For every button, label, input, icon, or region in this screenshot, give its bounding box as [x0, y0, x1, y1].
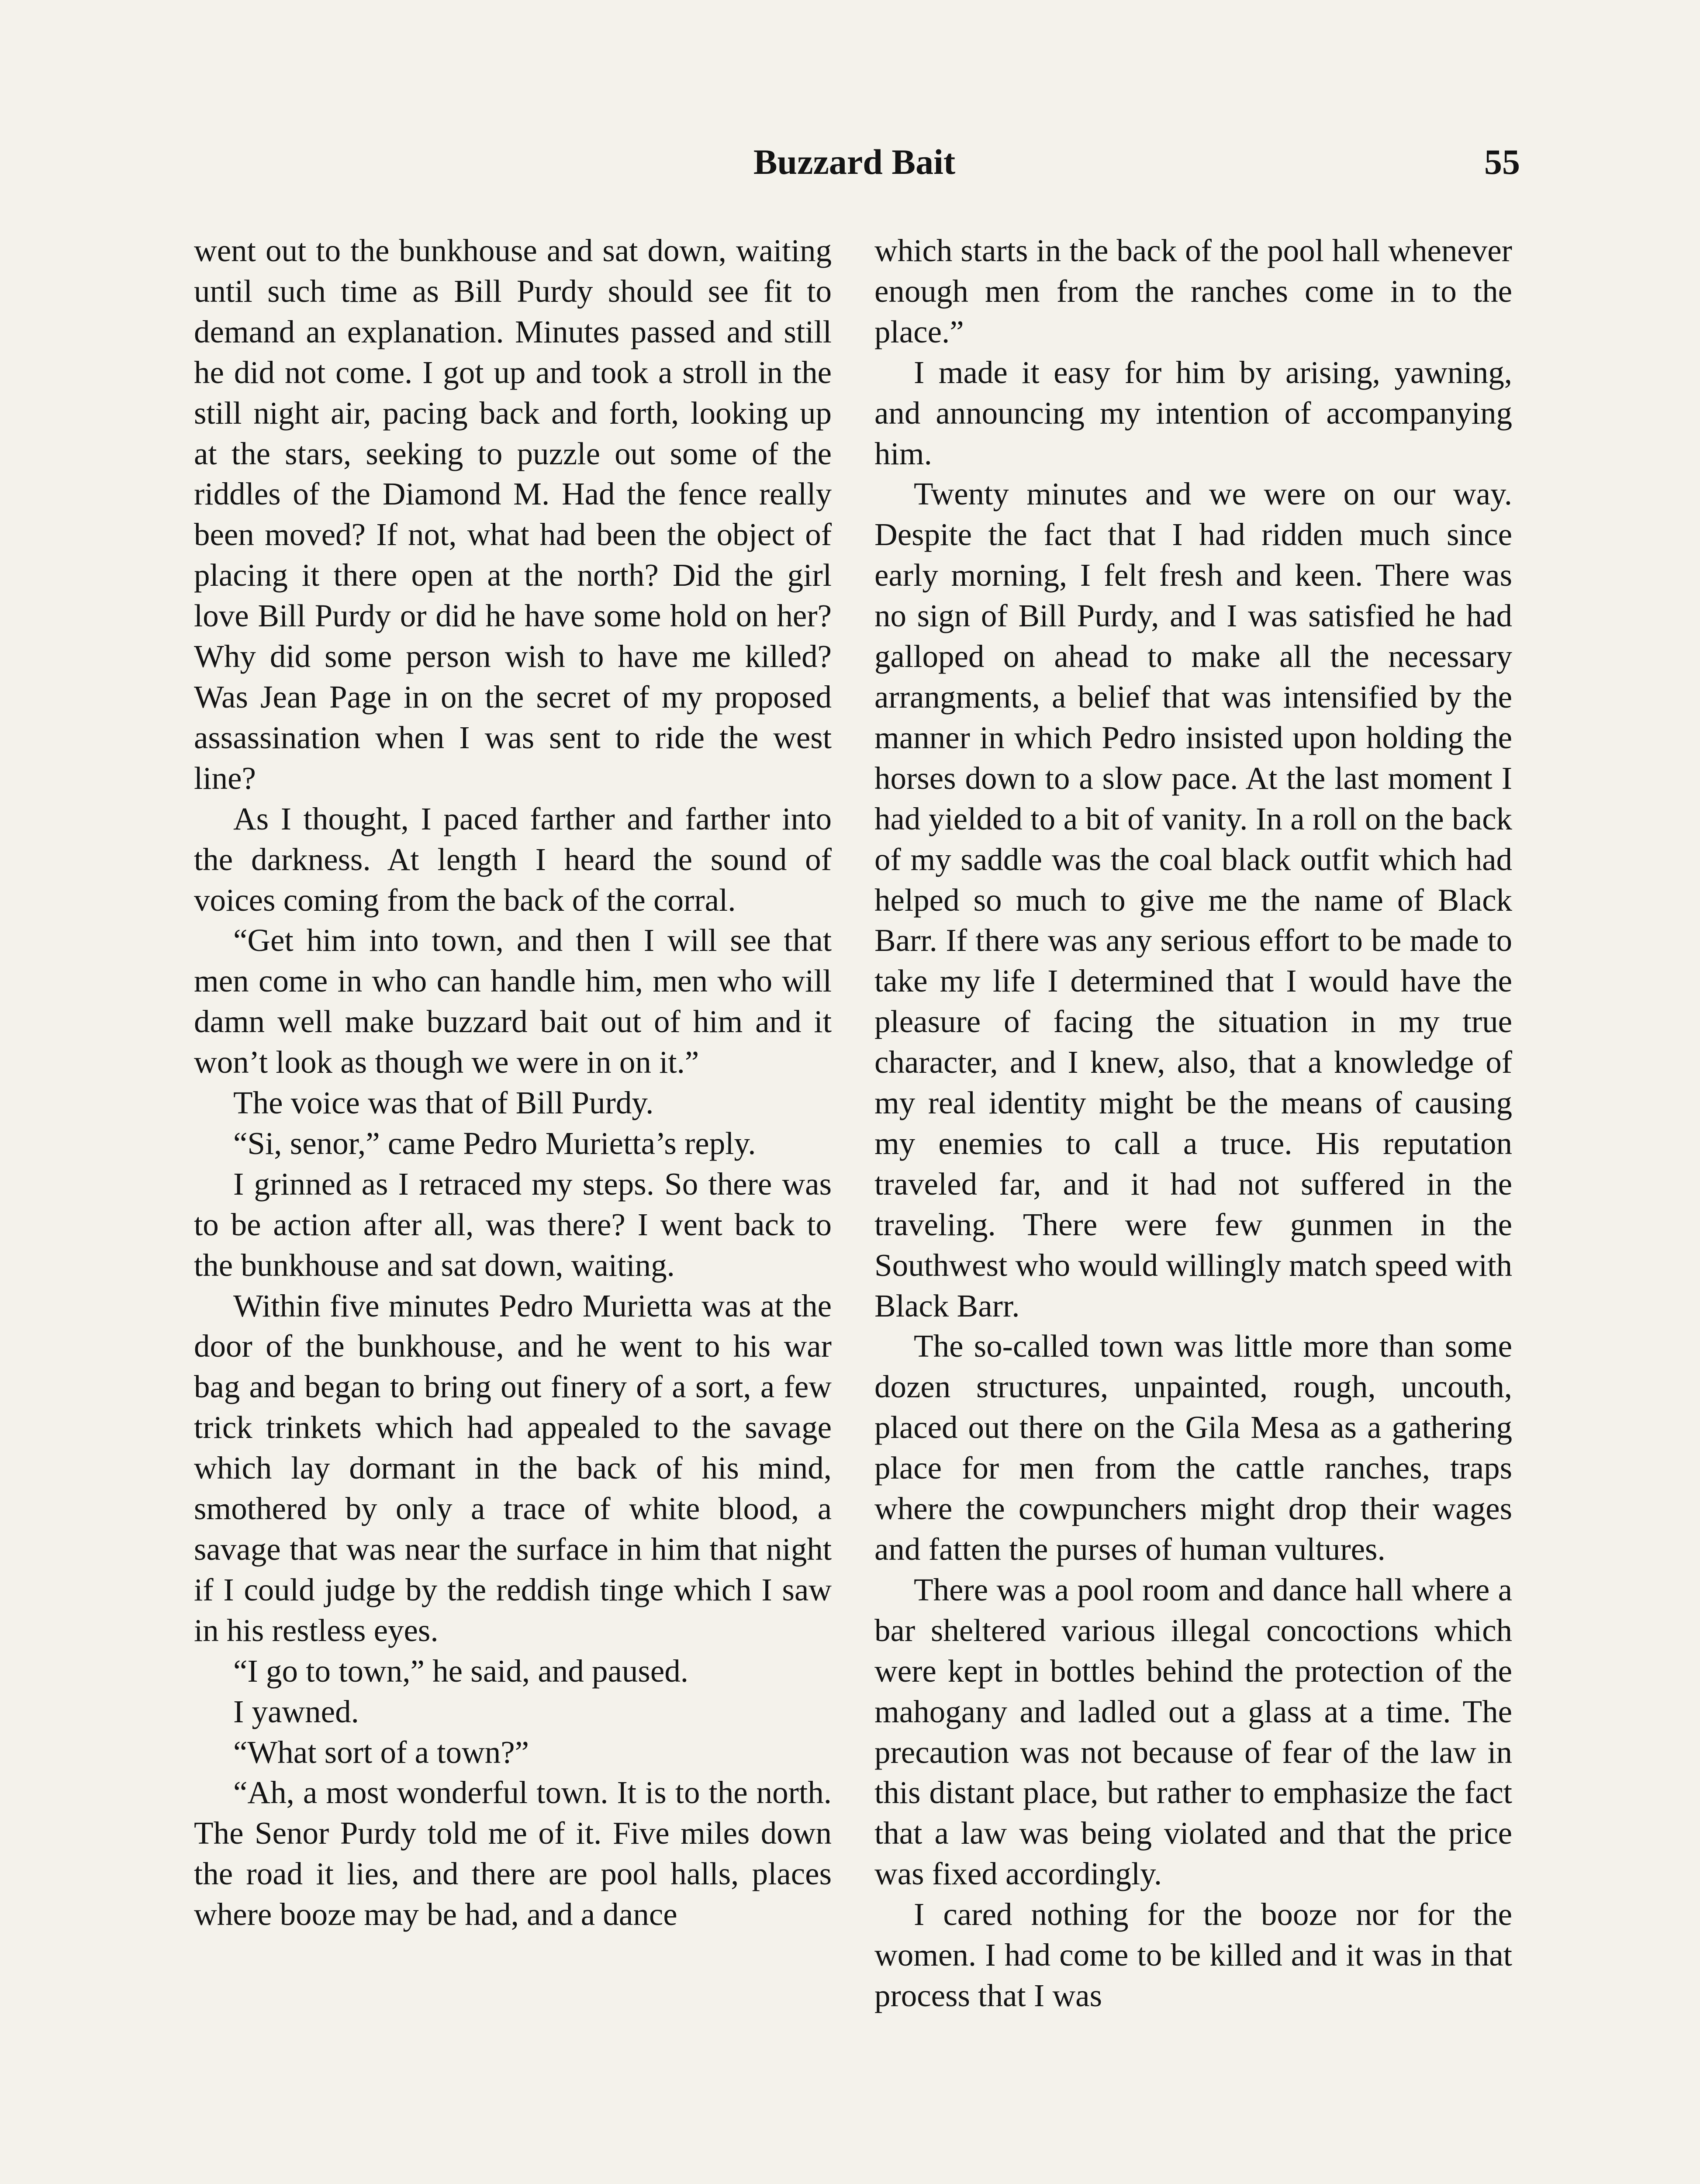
- paragraph: “What sort of a town?”: [233, 1734, 529, 1770]
- paragraph: I grinned as I retraced my steps. So there was to be action after all, was there? I went back to the bunkhouse and sat down, waiting.: [194, 1166, 832, 1283]
- left-text-column: [194, 231, 832, 1935]
- paragraph: “Si, senor,” came Pedro Murietta’s reply.: [233, 1125, 756, 1161]
- paragraph: There was a pool room and dance hall where a bar sheltered various illegal concoctions which were kept in bottles behind the protection of the mahogany and ladled out a glass at a time. The precaution was not because of fear of the law in this distant place, but rather to emphasize the fact that a law was being violated and that the price was fixed accordingly.: [874, 1572, 1512, 1892]
- paragraph: I made it easy for him by arising, yawning, and announcing my intention of accompanying him.: [874, 354, 1512, 471]
- paragraph: Twenty minutes and we were on our way. Despite the fact that I had ridden much since early morning, I felt fresh and keen. There was no sign of Bill Purdy, and I was satisfied he had galloped on ahead to make all the necessary arrangments, a belief that was intensified by the manner in which Pedro insisted upon holding the horses down to a slow pace. At the last moment I had yielded to a bit of vanity. In a roll on the back of my saddle was the coal black outfit which had helped so much to give me the name of Black Barr. If there was any serious effort to be made to take my life I determined that I would have the pleasure of facing the situation in my true character, and I knew, also, that a knowledge of my real identity might be the means of causing my enemies to call a truce. His reputation traveled far, and it had not suffered in the traveling. There were few gunmen in the Southwest who would willingly match speed with Black Barr.: [874, 476, 1512, 1324]
- paragraph: “I go to town,” he said, and paused.: [233, 1653, 688, 1689]
- paragraph: As I thought, I paced farther and farther into the darkness. At length I heard the sound of voices coming from the back of the corral.: [194, 801, 832, 918]
- paragraph: “Get him into town, and then I will see that men come in who can handle him, men who will damn well make buzzard bait out of him and it won’t look as though we were in on it.”: [194, 923, 832, 1080]
- right-text-column: [874, 231, 1512, 2016]
- paragraph: I yawned.: [233, 1693, 359, 1729]
- paragraph: The voice was that of Bill Purdy.: [233, 1085, 654, 1121]
- paragraph: Within five minutes Pedro Murietta was at the door of the bunkhouse, and he went to his war bag and began to bring out finery of a sort, a few trick trinkets which had appealed to the savage which lay dormant in the back of his mind, smothered by only a trace of white blood, a savage that was near the surface in him that night if I could judge by the reddish tinge which I saw in his restless eyes.: [194, 1288, 832, 1648]
- paragraph: went out to the bunkhouse and sat down, waiting until such time as Bill Purdy should see fit to demand an explanation. Minutes passed and still he did not come. I got up and took a stroll in the still night air, pacing back and forth, looking up at the stars, seeking to puzzle out some of the riddles of the Diamond M. Had the fence really been moved? If not, what had been the object of placing it there open at the north? Did the girl love Bill Purdy or did he have some hold on her? Why did some person wish to have me killed? Was Jean Page in on the secret of my proposed assassination when I was sent to ride the west line?: [194, 233, 832, 796]
- paragraph: which starts in the back of the pool hall whenever enough men from the ranches come in to the place.”: [874, 233, 1512, 349]
- paragraph: “Ah, a most wonderful town. It is to the north. The Senor Purdy told me of it. Five miles down the road it lies, and there are pool halls, places where booze may be had, and a dance: [194, 1775, 832, 1932]
- page-number: 55: [1484, 142, 1520, 182]
- running-title: Buzzard Bait: [753, 142, 956, 182]
- paragraph: I cared nothing for the booze nor for the women. I had come to be killed and it was in that process that I was: [874, 1897, 1512, 2013]
- paragraph: The so-called town was little more than some dozen structures, unpainted, rough, uncouth, placed out there on the Gila Mesa as a gathering place for men from the cattle ranches, traps where the cowpunchers might drop their wages and fatten the purses of human vultures.: [874, 1328, 1512, 1567]
